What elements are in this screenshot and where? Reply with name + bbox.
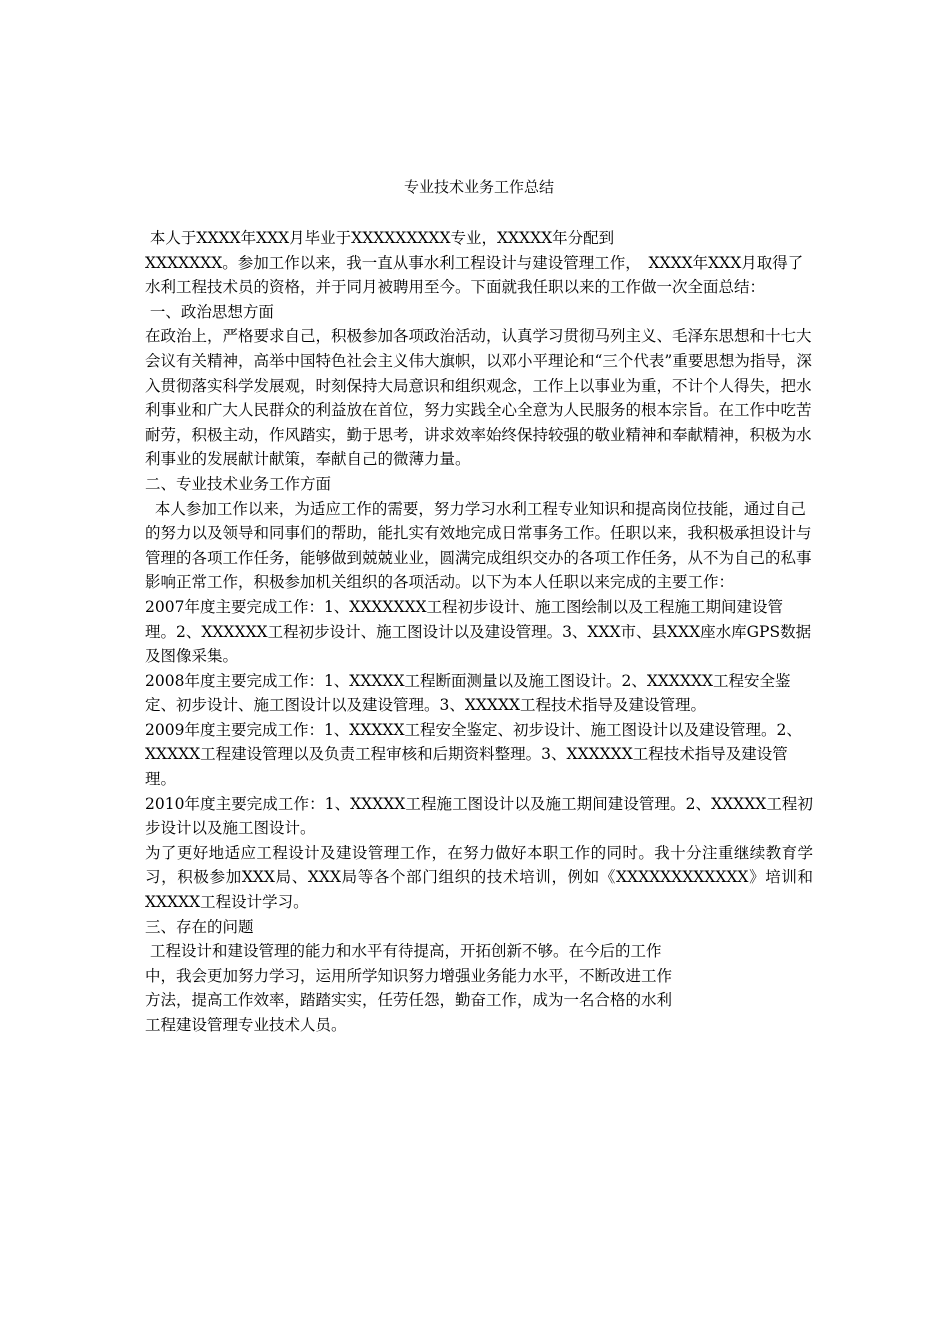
paragraph-work-2010: 2010年度主要完成工作：1、XXXXX工程施工图设计以及施工期间建设管理。2、XXXXX工程初步设计以及施工图设计。 — [145, 794, 813, 838]
paragraph-work-2009: 2009年度主要完成工作：1、XXXXX工程安全鉴定、初步设计、施工图设计以及建设管理。2、XXXXX工程建设管理以及负责工程审核和后期资料整理。3、XXXXXX工程技术指导及建设管理。 — [145, 720, 802, 789]
paragraph-intro-first-line: 本人于XXXX年XXX月毕业于XXXXXXXXX专业，XXXXX年分配到 — [145, 229, 615, 247]
heading-problems: 三、存在的问题 — [145, 917, 254, 936]
paragraph-work-2008: 2008年度主要完成工作：1、XXXXX工程断面测量以及施工图设计。2、XXXXXX工程安全鉴定、初步设计、施工图设计以及建设管理。3、XXXXX工程技术指导及建设管理。 — [145, 671, 791, 715]
paragraph-work-2007: 2007年度主要完成工作：1、XXXXXXX工程初步设计、施工图绘制以及工程施工期间建设管理。2、XXXXXX工程初步设计、施工图设计以及建设管理。3、XXX市、县XXX座水库GPS数据及图像采集。 — [145, 597, 812, 666]
heading-political: 一、政治思想方面 — [145, 302, 274, 321]
document-page — [145, 0, 813, 1344]
document-title: 专业技术业务工作总结 — [403, 178, 554, 196]
paragraph-training: 为了更好地适应工程设计及建设管理工作，在努力做好本职工作的同时。我十分注重继续教育学习，积极参加XXX局、XXX局等各个部门组织的技术培训，例如《XXXXXXXXXXXX》培训和XXXXX工程设计学习。 — [145, 843, 813, 912]
heading-technical: 二、专业技术业务工作方面 — [145, 474, 332, 493]
paragraph-political: 在政治上，严格要求自己，积极参加各项政治活动，认真学习贯彻马列主义、毛泽东思想和十七大会议有关精神，高举中国特色社会主义伟大旗帜，以邓小平理论和“三个代表”重要思想为指导，深入贯彻落实科学发展观，时刻保持大局意识和组织观念，工作上以事业为重，不计个人得失，把水利事业和广大人民群众的利益放在首位，努力实践全心全意为人民服务的根本宗旨。在工作中吃苦耐劳，积极主动，作风踏实，勤于思考，讲求效率始终保持较强的敬业精神和奉献精神，积极为水利事业的发展献计献策，奉献自己的微薄力量。 — [145, 327, 812, 469]
paragraph-intro: XXXXXXX。参加工作以来，我一直从事水利工程设计与建设管理工作， XXXX年XXX月取得了水利工程技术员的资格，并于同月被聘用至今。下面就我任职以来的工作做一次全面总结： — [145, 253, 804, 297]
paragraph-problems: 工程设计和建设管理的能力和水平有待提高，开拓创新不够。在今后的工作中，我会更加努力学习，运用所学知识努力增强业务能力水平，不断改进工作方法，提高工作效率，踏踏实实，任劳任怨，勤奋工作，成为一名合格的水利工程建设管理专业技术人员。 — [145, 942, 673, 1034]
paragraph-technical: 本人参加工作以来，为适应工作的需要，努力学习水利工程专业知识和提高岗位技能，通过自己的努力以及领导和同事们的帮助，能扎实有效地完成日常事务工作。任职以来，我积极承担设计与管理的各项工作任务，能够做到兢兢业业，圆满完成组织交办的各项工作任务，从不为自己的私事影响正常工作，积极参加机关组织的各项活动。以下为本人任职以来完成的主要工作： — [145, 499, 812, 592]
document-body — [145, 226, 813, 1038]
